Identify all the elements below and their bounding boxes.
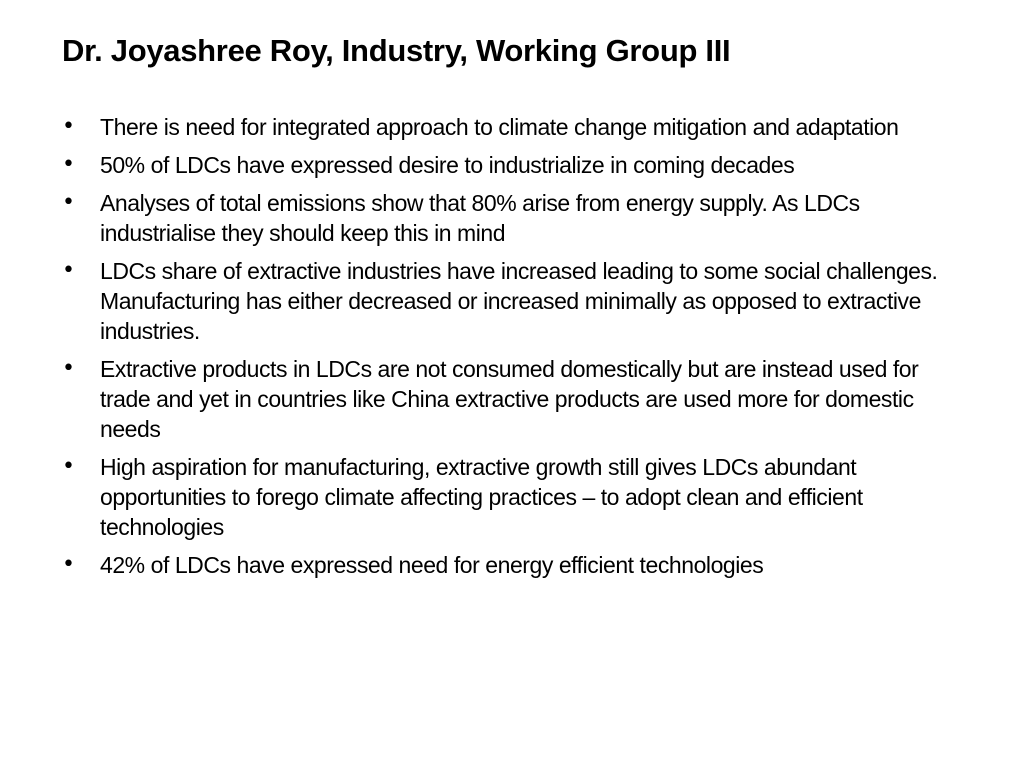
slide-title: Dr. Joyashree Roy, Industry, Working Group III	[62, 33, 731, 68]
bullet-dot-icon: •	[62, 356, 75, 381]
bullet-text: High aspiration for manufacturing, extractive growth still gives LDCs abundant opportunities to forego climate affecting practices – to adopt clean and efficient technologies	[100, 454, 863, 540]
bullet-dot-icon: •	[62, 114, 75, 139]
bullet-item	[62, 112, 962, 142]
bullet-dot-icon: •	[62, 552, 75, 577]
bullet-list	[62, 112, 962, 580]
bullet-dot-icon: •	[62, 152, 75, 177]
bullet-item	[62, 150, 962, 180]
bullet-text: Analyses of total emissions show that 80% arise from energy supply. As LDCs industrialise they should keep this in mind	[100, 190, 860, 246]
bullet-dot-icon: •	[62, 454, 75, 479]
bullet-text: LDCs share of extractive industries have increased leading to some social challenges. Manufacturing has either decreased or increased minimally as opposed to extractive industries.	[100, 258, 938, 344]
bullet-item	[62, 188, 962, 248]
bullet-dot-icon: •	[62, 258, 75, 283]
bullet-item	[62, 452, 962, 542]
bullet-item	[62, 354, 962, 444]
bullet-text: 50% of LDCs have expressed desire to industrialize in coming decades	[100, 152, 795, 178]
bullet-dot-icon: •	[62, 190, 75, 215]
bullet-text: There is need for integrated approach to climate change mitigation and adaptation	[100, 114, 899, 140]
bullet-text: Extractive products in LDCs are not consumed domestically but are instead used for trade and yet in countries like China extractive products are used more for domestic needs	[100, 356, 919, 442]
bullet-text: 42% of LDCs have expressed need for energy efficient technologies	[100, 552, 764, 578]
bullet-item	[62, 256, 962, 346]
bullet-item	[62, 550, 962, 580]
